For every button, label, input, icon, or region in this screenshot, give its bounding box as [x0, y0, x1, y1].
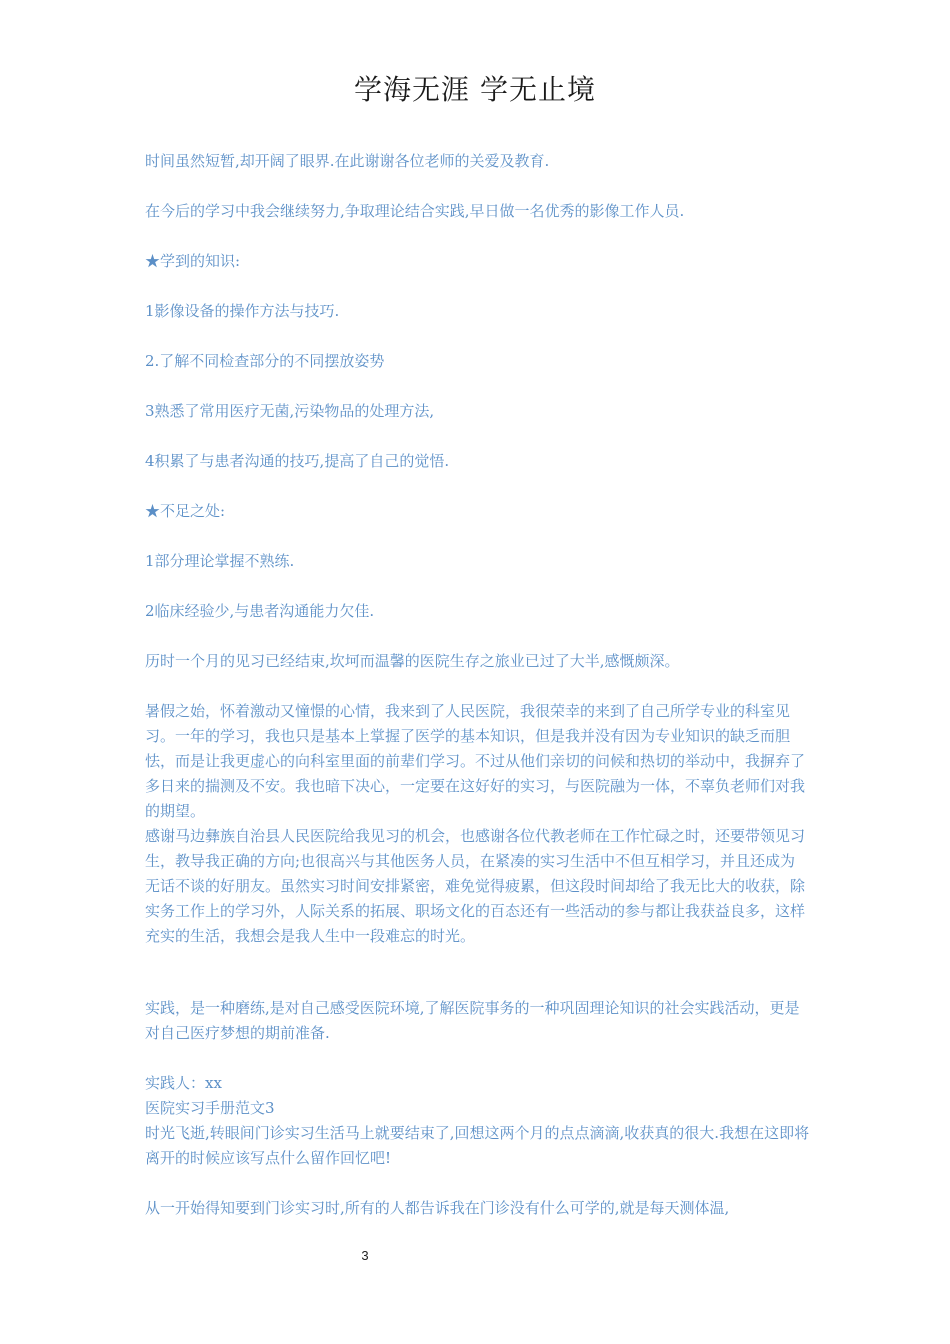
- paragraph-gratitude: 感谢马边彝族自治县人民医院给我见习的机会，也感谢各位代教老师在工作忙碌之时，还要带领见习生，教导我正确的方向;也很高兴与其他医务人员，在紧凑的实习生活中不但互相学习，并且还成为无话不谈的好朋友。虽然实习时间安排紧密，难免觉得疲累，但这段时间却给了我无比大的收获，除实务工作上的学习外，人际关系的拓展、职场文化的百态还有一些活动的参与都让我获益良多，这样充实的生活，我想会是我人生中一段难忘的时光。: [145, 827, 806, 945]
- page-header-title: 学海无涯 学无止境: [354, 73, 596, 106]
- list-item-learned-3: 3熟悉了常用医疗无菌,污染物品的处理方法,: [145, 402, 435, 420]
- paragraph-time-flies: 时光飞逝,转眼间门诊实习生活马上就要结束了,回想这两个月的点点滴滴,收获真的很大.我想在这即将离开的时候应该写点什么留作回忆吧!: [145, 1124, 810, 1167]
- list-item-shortcoming-2: 2临床经验少,与患者沟通能力欠佳.: [145, 602, 375, 620]
- paragraph-outpatient-start: 从一开始得知要到门诊实习时,所有的人都告诉我在门诊没有什么可学的,就是每天测体温,: [145, 1199, 730, 1217]
- list-item-learned-1: 1影像设备的操作方法与技巧.: [145, 302, 340, 320]
- section-heading-learned: ★学到的知识:: [145, 252, 241, 270]
- paragraph-internship-summary: 历时一个月的见习已经结束,坎坷而温馨的医院生存之旅业已过了大半,感慨颇深。: [145, 652, 680, 670]
- paragraph-practice: 实践，是一种磨练,是对自己感受医院环境,了解医院事务的一种巩固理论知识的社会实践活动，更是对自己医疗梦想的期前准备.: [145, 999, 800, 1042]
- paragraph-thanks: 时间虽然短暂,却开阔了眼界.在此谢谢各位老师的关爱及教育.: [145, 152, 550, 170]
- section-heading-shortcomings: ★不足之处:: [145, 502, 226, 520]
- signature-line: 实践人：xx: [145, 1074, 222, 1092]
- paragraph-future-plan: 在今后的学习中我会继续努力,争取理论结合实践,早日做一名优秀的影像工作人员.: [145, 202, 685, 220]
- list-item-learned-2: 2.了解不同检查部分的不同摆放姿势: [145, 352, 385, 370]
- section-title-sample-3: 医院实习手册范文3: [145, 1099, 275, 1117]
- list-item-shortcoming-1: 1部分理论掌握不熟练.: [145, 552, 295, 570]
- list-item-learned-4: 4积累了与患者沟通的技巧,提高了自己的觉悟.: [145, 452, 450, 470]
- page-number: 3: [361, 1248, 369, 1263]
- paragraph-summer-start: 暑假之始，怀着激动又憧憬的心情，我来到了人民医院，我很荣幸的来到了自己所学专业的科室见习。一年的学习，我也只是基本上掌握了医学的基本知识，但是我并没有因为专业知识的缺乏而胆怯，而是让我更虚心的向科室里面的前辈们学习。不过从他们亲切的问候和热切的举动中，我摒弃了多日来的揣测及不安。我也暗下决心，一定要在这好好的实习，与医院融为一体，不辜负老师们对我的期望。: [145, 702, 806, 820]
